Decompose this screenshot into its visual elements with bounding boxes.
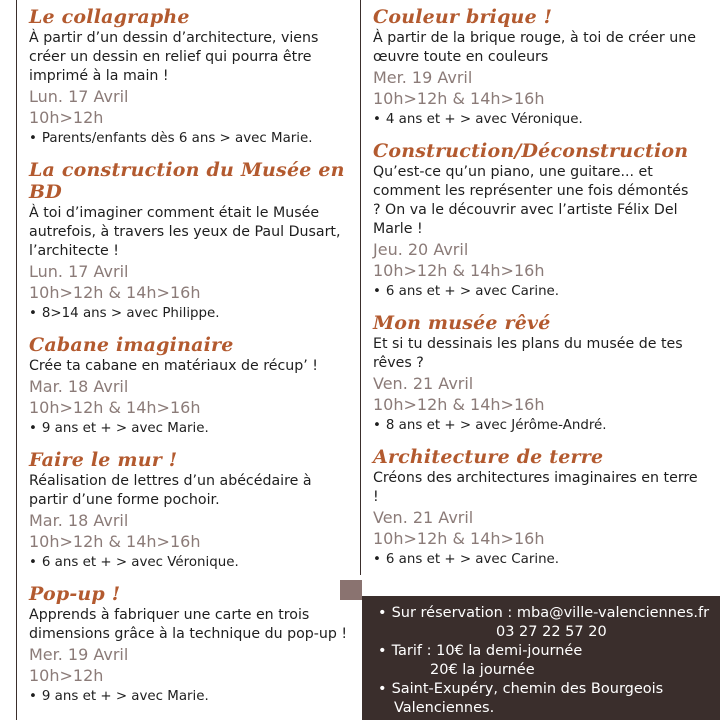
workshop-title: Cabane imaginaire <box>29 334 234 356</box>
workshop-description: Qu’est-ce qu’un piano, une guitare... et comment les représenter une fois démontés ? On va le découvrir avec l’artiste Félix Del Marle ! <box>373 164 689 237</box>
workshop-title: Pop-up ! <box>29 583 121 605</box>
workshop-time: 10h>12h & 14h>16h <box>373 89 545 108</box>
workshop-date: Mar. 18 Avril <box>29 511 129 530</box>
bullet: • <box>29 131 37 146</box>
bullet: • <box>373 552 381 567</box>
workshop-date: Lun. 17 Avril <box>29 87 129 106</box>
workshop-title: Le collagraphe <box>29 6 190 28</box>
tarif-line: • Tarif : 10€ la demi-journée <box>378 643 583 659</box>
reservation-text: Sur réservation : mba@ville-valenciennes.fr <box>391 605 710 621</box>
workshop-time: 10h>12h <box>29 666 104 685</box>
workshop-entry <box>29 449 352 573</box>
workshop-description: À partir de la brique rouge, à toi de créer une œuvre toute en couleurs <box>373 30 696 65</box>
bullet: • <box>373 418 381 433</box>
workshop-entry <box>29 6 352 149</box>
left-column <box>16 0 352 720</box>
workshop-time: 10h>12h & 14h>16h <box>373 261 545 280</box>
workshop-entry <box>373 6 700 130</box>
workshop-audience: • 6 ans et + > avec Carine. <box>373 552 560 567</box>
workshop-description: Apprends à fabriquer une carte en trois dimensions grâce à la technique du pop-up ! <box>29 607 348 642</box>
workshop-title: Faire le mur ! <box>29 449 178 471</box>
workshop-time: 10h>12h & 14h>16h <box>373 529 545 548</box>
workshop-date: Mer. 19 Avril <box>29 645 129 664</box>
bullet: • <box>373 284 381 299</box>
workshop-date: Jeu. 20 Avril <box>373 240 469 259</box>
workshop-date: Ven. 21 Avril <box>373 374 474 393</box>
workshop-audience: • 4 ans et + > avec Véronique. <box>373 112 583 127</box>
address-line: • Saint-Exupéry, chemin des Bourgeois <box>378 681 664 697</box>
bullet: • <box>29 555 37 570</box>
workshop-date: Mer. 19 Avril <box>373 68 473 87</box>
workshop-title: Architecture de terre <box>373 446 604 468</box>
workshop-date: Ven. 21 Avril <box>373 508 474 527</box>
workshop-audience: • Parents/enfants dès 6 ans > avec Marie. <box>29 131 313 146</box>
workshop-time: 10h>12h & 14h>16h <box>29 398 201 417</box>
workshop-date: Mar. 18 Avril <box>29 377 129 396</box>
bullet: • <box>29 306 37 321</box>
workshop-audience: • 8>14 ans > avec Philippe. <box>29 306 220 321</box>
tarif-full-day: 20€ la journée <box>430 662 535 678</box>
workshop-description: À toi d’imaginer comment était le Musée autrefois, à travers les yeux de Paul Dusart, l’architecte ! <box>29 205 341 259</box>
workshop-time: 10h>12h <box>29 108 104 127</box>
workshop-audience: • 6 ans et + > avec Véronique. <box>29 555 239 570</box>
bullet: • <box>29 421 37 436</box>
workshop-entry <box>29 583 352 707</box>
workshop-description: Et si tu dessinais les plans du musée de tes rêves ? <box>373 336 683 371</box>
phone-number: 03 27 22 57 20 <box>496 624 607 640</box>
workshop-audience: • 8 ans et + > avec Jérôme-André. <box>373 418 607 433</box>
tarif-half-day: Tarif : 10€ la demi-journée <box>391 643 583 659</box>
workshop-time: 10h>12h & 14h>16h <box>29 532 201 551</box>
workshop-title: Mon musée rêvé <box>373 312 551 334</box>
workshop-time: 10h>12h & 14h>16h <box>29 283 201 302</box>
city-text: Valenciennes. <box>394 700 495 716</box>
workshop-entry <box>373 140 700 302</box>
workshop-description: Créons des architectures imaginaires en terre ! <box>373 470 698 505</box>
workshop-entry <box>373 312 700 436</box>
bullet: • <box>29 689 37 704</box>
workshop-title: Couleur brique ! <box>373 6 553 28</box>
workshop-description: À partir d’un dessin d’architecture, viens créer un dessin en relief qui pourra être imprimé à la main ! <box>29 30 319 84</box>
workshop-time: 10h>12h & 14h>16h <box>373 395 545 414</box>
workshop-entry <box>29 334 352 439</box>
workshop-title: Construction/Déconstruction <box>373 140 689 162</box>
address-text: Saint-Exupéry, chemin des Bourgeois <box>391 681 664 697</box>
decorative-square <box>340 580 362 600</box>
workshop-audience: • 9 ans et + > avec Marie. <box>29 689 209 704</box>
workshop-entry <box>373 446 700 570</box>
workshop-audience: • 9 ans et + > avec Marie. <box>29 421 209 436</box>
info-box <box>362 596 720 720</box>
reservation-line: • Sur réservation : mba@ville-valenciennes.fr <box>378 605 710 621</box>
workshop-date: Lun. 17 Avril <box>29 262 129 281</box>
workshop-description: Réalisation de lettres d’un abécédaire à partir d’une forme pochoir. <box>29 473 312 508</box>
workshop-audience: • 6 ans et + > avec Carine. <box>373 284 560 299</box>
workshop-entry <box>29 159 352 324</box>
workshop-title: La construction du Musée en BD <box>29 159 345 203</box>
bullet: • <box>373 112 381 127</box>
workshop-description: Crée ta cabane en matériaux de récup’ ! <box>29 358 318 374</box>
right-column <box>360 0 700 575</box>
